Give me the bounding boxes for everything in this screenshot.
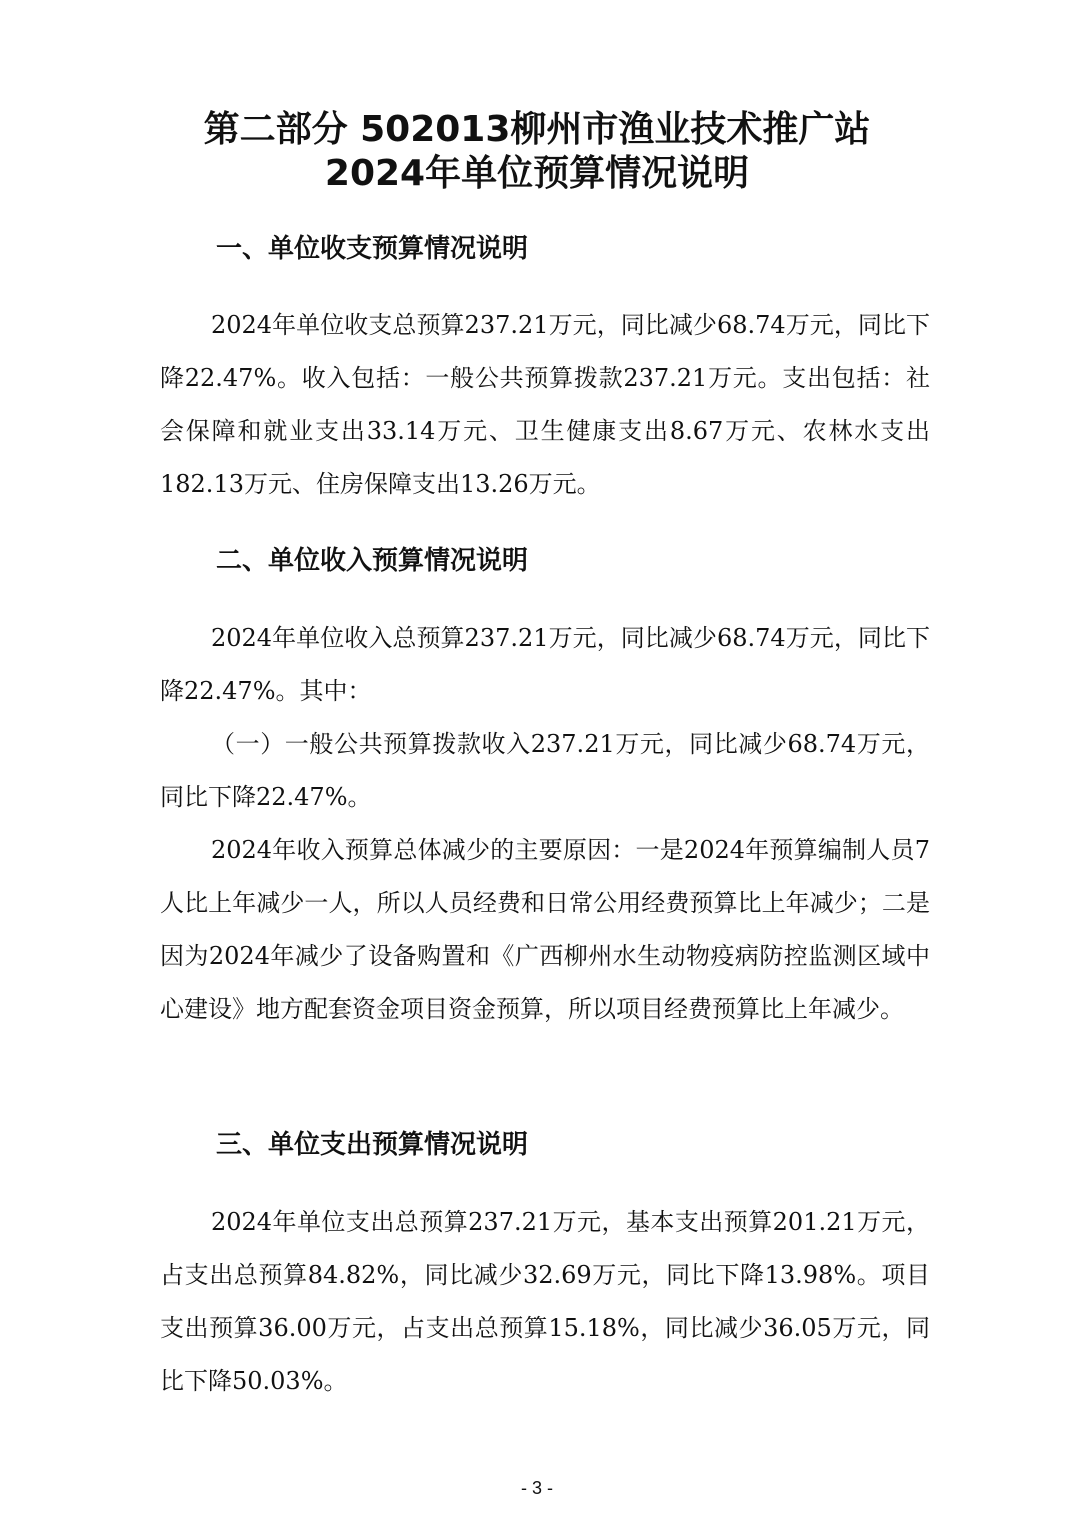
section-2-paragraph-2: （一）一般公共预算拨款收入237.21万元，同比减少68.74万元，同比下降22.47%。	[160, 730, 930, 811]
section-2-paragraph-1: 2024年单位收入总预算237.21万元，同比减少68.74万元，同比下降22.47%。其中：	[160, 624, 930, 705]
page-title-line-1: 第二部分 502013柳州市渔业技术推广站	[203, 109, 871, 150]
section-heading-2: 二、单位收入预算情况说明	[216, 546, 529, 576]
section-3-paragraph-1: 2024年单位支出总预算237.21万元，基本支出预算201.21万元，占支出总预算84.82%，同比减少32.69万元，同比下降13.98%。项目支出预算36.00万元，占支出总预算15.18%，同比减少36.05万元，同比下降50.03%。	[160, 1208, 930, 1395]
section-heading-3: 三、单位支出预算情况说明	[216, 1130, 529, 1160]
section-heading-1: 一、单位收支预算情况说明	[216, 234, 529, 264]
page-title-line-2: 2024年单位预算情况说明	[324, 153, 750, 194]
page-number: - 3 -	[520, 1478, 553, 1498]
section-1-paragraph-1: 2024年单位收支总预算237.21万元，同比减少68.74万元，同比下降22.47%。收入包括：一般公共预算拨款237.21万元。支出包括：社会保障和就业支出33.14万元、卫生健康支出8.67万元、农林水支出182.13万元、住房保障支出13.26万元。	[160, 311, 930, 498]
section-2-paragraph-3: 2024年收入预算总体减少的主要原因：一是2024年预算编制人员7人比上年减少一人，所以人员经费和日常公用经费预算比上年减少；二是因为2024年减少了设备购置和《广西柳州水生动物疫病防控监测区域中心建设》地方配套资金项目资金预算，所以项目经费预算比上年减少。	[160, 836, 930, 1023]
